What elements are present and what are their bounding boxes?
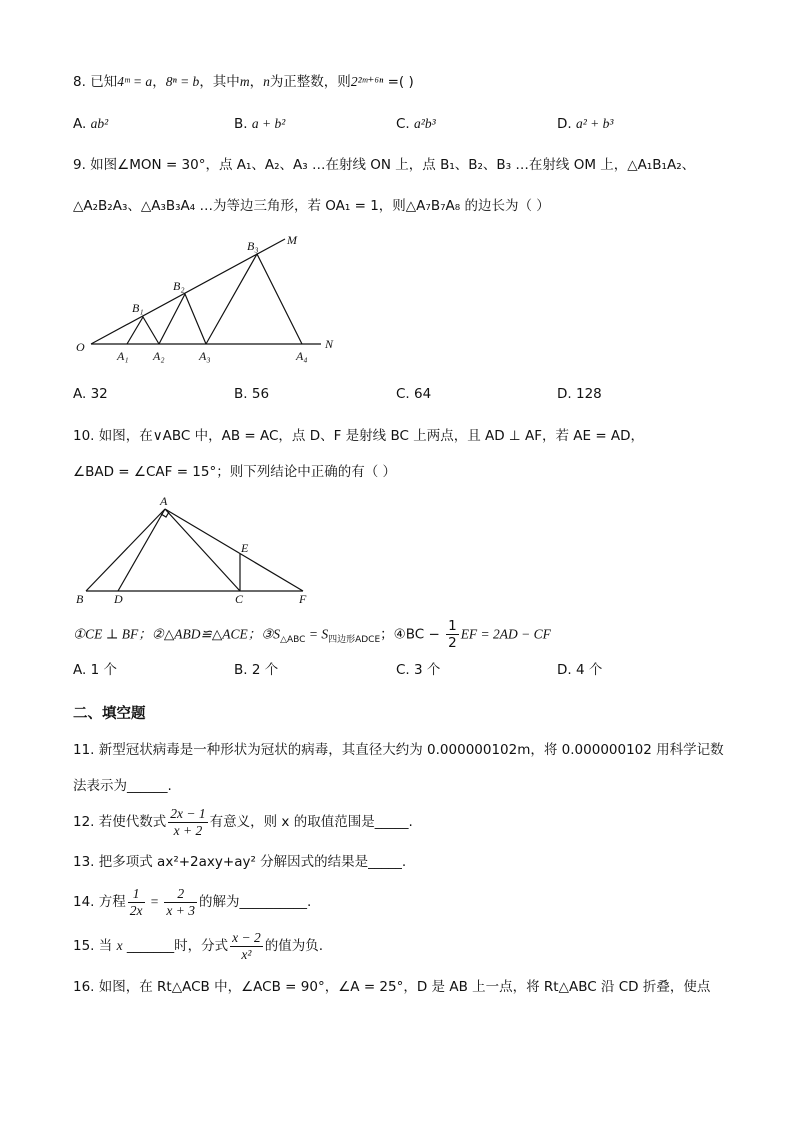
label-f: F: [299, 592, 307, 606]
triangle-2: [159, 294, 206, 344]
segment-ac: [165, 509, 240, 591]
q15-fraction: $\frac{x - 2}{\text{x²}}$: [232, 929, 261, 962]
label-a3: A₃: [199, 349, 211, 363]
q14-stem: 14. 方程 $\frac{1}{2x}$ = $\frac{2}{x + 3}$ 的解为__________.: [73, 885, 312, 918]
q10-option-c: C. 3 个: [396, 662, 441, 678]
q12-fraction: $\frac{2x - 1}{x + 2}$: [170, 805, 206, 838]
triangle-1: [127, 317, 159, 344]
section-fill-in-title: 二、填空题: [73, 706, 146, 722]
label-b1: B₁: [132, 301, 144, 315]
q8-option-c: C. a²b³: [396, 116, 436, 132]
q9-option-d: D. 128: [557, 386, 602, 402]
q13-stem: 13. 把多项式 ax²+2axy+ay² 分解因式的结果是_____.: [73, 854, 407, 870]
q8-option-d: D. a² + b³: [557, 116, 614, 132]
q8-stem: 8. 已知4ᵐ = a，8ⁿ = b，其中m，n为正整数，则2²ᵐ⁺⁶ⁿ =( ): [73, 74, 414, 90]
q9-figure: [73, 230, 373, 370]
q10-figure: [73, 496, 333, 606]
triangle-3: [206, 254, 302, 344]
label-b2: B₂: [173, 279, 185, 293]
q15-stem: 15. 当 x _______时，分式 $\frac{x - 2}{\text{x²}}$ 的值为负.: [73, 929, 324, 962]
label-a: A: [160, 494, 168, 508]
label-a4: A₄: [296, 349, 308, 363]
label-d: D: [114, 592, 123, 606]
q10-stem-line2: ∠BAD = ∠CAF = 15°；则下列结论中正确的有（ ）: [73, 464, 397, 480]
label-n: N: [325, 337, 334, 351]
q16-stem: 16. 如图，在 Rt△ACB 中，∠ACB = 90°，∠A = 25°，D 是 AB 上一点，将 Rt△ABC 沿 CD 折叠，使点: [73, 979, 711, 995]
q10-option-d: D. 4 个: [557, 662, 603, 678]
q14-fraction-left: $\frac{1}{2x}$: [129, 885, 143, 918]
q11-stem-line2: 法表示为______.: [73, 778, 172, 794]
half-fraction: $\frac{1}{2}$: [448, 618, 457, 651]
label-b: B: [76, 592, 84, 606]
label-a2: A₂: [153, 349, 165, 363]
q9-stem-line1: 9. 如图∠MON = 30°，点 A₁、A₂、A₃ …在射线 ON 上，点 B₁、B₂、B₃ …在射线 OM 上，△A₁B₁A₂、: [73, 157, 696, 173]
q9-option-c: C. 64: [396, 386, 432, 402]
q8-option-b: B. a + b²: [234, 116, 286, 132]
q10-option-b: B. 2 个: [234, 662, 279, 678]
q12-stem: 12. 若使代数式 $\frac{2x - 1}{x + 2}$ 有意义，则 x 的取值范围是_____.: [73, 805, 413, 838]
q10-statements: ①CE ⊥ BF；②△ABD≌△ACE；$③S_{\triangle ABC} = S_{四边形ADCE}$；④BC − $\frac{1}{2}$ EF = 2AD − CF: [73, 618, 551, 651]
q14-fraction-right: $\frac{2}{x + 3}$: [166, 885, 195, 918]
label-b3: B₃: [247, 239, 259, 253]
q9-stem-line2: △A₂B₂A₃、△A₃B₃A₄ …为等边三角形，若 OA₁ = 1，则△A₇B₇A₈ 的边长为（ ）: [73, 198, 550, 214]
label-a1: A₁: [117, 349, 129, 363]
q11-stem-line1: 11. 新型冠状病毒是一种形状为冠状的病毒，其直径大约为 0.000000102m，将 0.000000102 用科学记数: [73, 742, 724, 758]
label-c: C: [235, 592, 244, 606]
q10-stem-line1: 10. 如图，在∨ABC 中，AB = AC，点 D、F 是射线 BC 上两点，且 AD ⊥ AF，若 AE = AD，: [73, 428, 645, 444]
q8-option-a: A. ab²: [73, 116, 109, 132]
q10-option-a: A. 1 个: [73, 662, 117, 678]
q9-option-b: B. 56: [234, 386, 270, 402]
label-o: O: [76, 340, 85, 354]
label-e: E: [241, 541, 249, 555]
segment-af: [165, 509, 303, 591]
label-m: M: [287, 233, 297, 247]
q9-option-a: A. 32: [73, 386, 108, 402]
